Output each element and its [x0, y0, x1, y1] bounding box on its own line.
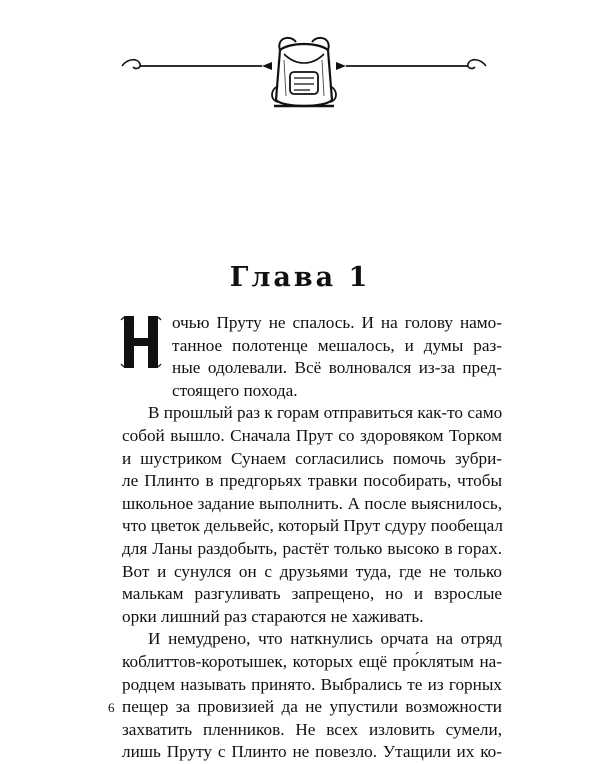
header-ornament [0, 0, 600, 140]
text-line: пещер за провизией да не упустили возможности [122, 697, 502, 717]
text-line: малькам разгуливать запрещено, но и взрослые [122, 584, 502, 604]
text-line: что цветок дельвейс, который Прут сдуру пообещал [122, 516, 503, 536]
chapter-title: Глава 1 [229, 262, 371, 293]
backpack-emblem-icon [0, 0, 600, 140]
page-number: 6 [108, 700, 115, 715]
text-line: И немудрено, что наткнулись орчата на отряд [148, 629, 502, 649]
text-line: коблиттов-коротышек, которых ещё про́клятым на- [122, 651, 502, 671]
text-line: стоящего похода. [172, 380, 298, 400]
text-line: и шустриком Сунаем согласились помочь зубри- [122, 448, 502, 468]
text-line: очью Пруту не спалось. И на голову намо- [172, 313, 502, 332]
paragraph-1 [122, 312, 502, 402]
paragraph-2 [122, 402, 502, 628]
text-line: захватить пленников. Не всех изловить сумели, [122, 719, 502, 739]
text-line: В прошлый раз к горам отправиться как-то само [148, 403, 503, 423]
text-line: танное полотенце мешалось, и думы раз- [172, 335, 502, 355]
text-line: для Ланы раздобыть, растёт только высоко в горах. [122, 538, 502, 558]
text-line: собой вышло. Сначала Прут со здоровяком Торком [122, 425, 502, 445]
text-line: ле Плинто в предгорьях травки пособирать, чтобы [122, 471, 502, 491]
text-line: орки лишний раз стараются не хаживать. [122, 606, 424, 626]
text-line: родцем называть принято. Выбрались те из горных [122, 674, 502, 694]
text-line: школьное задание выполнить. А после выяснилось, [122, 493, 502, 513]
body-text [122, 312, 502, 764]
text-line: лишь Пруту с Плинто не повезло. Утащили их ко- [122, 742, 502, 762]
paragraph-3 [122, 628, 502, 764]
text-line: ные одолевали. Всё волновался из-за пред- [172, 358, 502, 378]
text-line: Вот и сунулся он с друзьями туда, где не только [122, 561, 502, 581]
dropcap-icon [118, 310, 164, 374]
